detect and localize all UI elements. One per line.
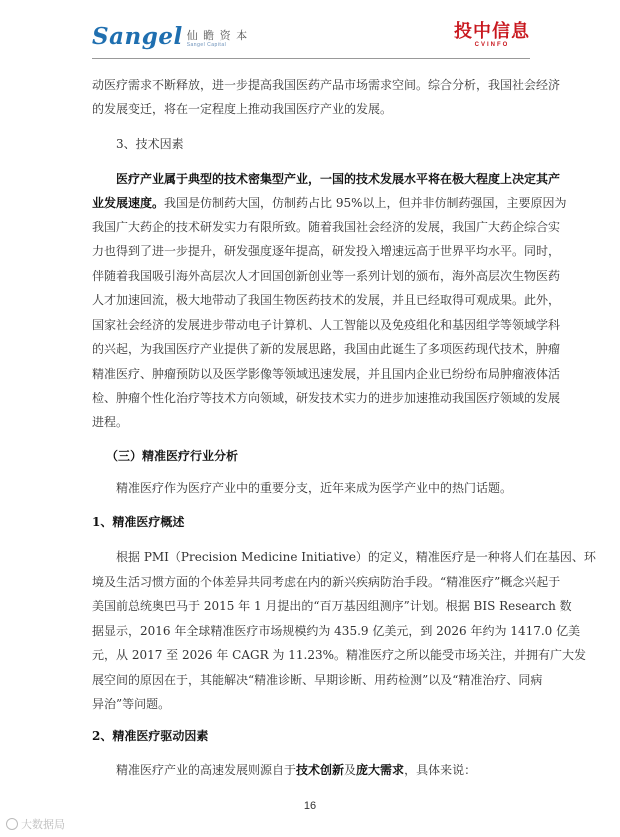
sangel-logo-cn: 仙 瞻 资 本	[186, 29, 249, 42]
paragraph-line: 展空间的原因在于，其能解决“精准诊断、早期诊断、用药检测”以及“精准治疗、同病	[92, 673, 543, 687]
section-heading: （三）精准医疗行业分析	[106, 449, 239, 463]
page-number: 16	[303, 800, 317, 812]
paragraph-line: 元，从 2017 至 2026 年 CAGR 为 11.23%。精准医疗之所以能受市场关注，并拥有广大发	[92, 648, 587, 662]
subsection-heading: 2、精准医疗驱动因素	[92, 729, 209, 743]
cvinfo-logo	[454, 22, 530, 49]
paragraph-line: 根据 PMI（Precision Medicine Initiative）的定义，精准医疗是一种将人们在基因、环	[116, 550, 596, 564]
paragraph-line: 进程。	[92, 415, 129, 429]
paragraph-line: 动医疗需求不断释放，进一步提高我国医药产品市场需求空间。综合分析，我国社会经济	[92, 78, 561, 92]
paragraph-line: 精准医疗、肿瘤预防以及医学影像等领域迅速发展，并且国内企业已纷纷布局肿瘤液体活	[92, 367, 561, 381]
paragraph-line-bold: 医疗产业属于典型的技术密集型产业，一国的技术发展水平将在极大程度上决定其产	[116, 172, 561, 186]
watermark-icon	[6, 818, 18, 830]
paragraph-line: 我国广大药企的技术研发实力有限所致。随着我国社会经济的发展，我国广大药企综合实	[92, 220, 561, 234]
paragraph-line: 据显示，2016 年全球精准医疗市场规模约为 435.9 亿美元，到 2026 年约为 1417.0 亿美	[92, 624, 581, 638]
paragraph-line: 伴随着我国吸引海外高层次人才回国创新创业等一系列计划的颁布，海外高层次生物医药	[92, 269, 561, 283]
paragraph-line: 检、肿瘤个性化治疗等技术方向领域，研发技术实力的进步加速推动我国医疗领域的发展	[92, 391, 561, 405]
header-divider	[92, 58, 530, 59]
paragraph-line: 精准医疗产业的高速发展则源自于技术创新及庞大需求，具体来说：	[116, 763, 477, 777]
page-header	[0, 0, 620, 62]
heading-tech-factors: 3、技术因素	[116, 137, 184, 151]
sangel-logo-sub: Sangel Capital	[186, 42, 227, 48]
paragraph-line: 国家社会经济的发展进步带动电子计算机、人工智能以及免疫组化和基因组学等领域学科	[92, 318, 561, 332]
paragraph-line: 美国前总统奥巴马于 2015 年 1 月提出的“百万基因组测序”计划。根据 BIS Research 数	[92, 599, 572, 613]
cvinfo-logo-cn: 投中信息	[454, 21, 530, 42]
paragraph-line: 境及生活习惯方面的个体差异共同考虑在内的新兴疾病防治手段。“精准医疗”概念兴起于	[92, 575, 561, 589]
cvinfo-logo-en: CVINFO	[474, 42, 510, 48]
paragraph-line: 的发展变迁，将在一定程度上推动我国医疗产业的发展。	[92, 102, 393, 116]
paragraph-line: 的兴起，为我国医疗产业提供了新的发展思路，我国由此诞生了多项医药现代技术，肿瘤	[92, 342, 561, 356]
watermark-text: 大数据局	[21, 818, 65, 831]
sangel-logo	[92, 23, 249, 50]
paragraph-line: 人才加速回流，极大地带动了我国生物医药技术的发展，并且已经取得可观成果。此外，	[92, 293, 561, 307]
sangel-logo-wordmark: Sangel	[92, 23, 183, 50]
subsection-heading: 1、精准医疗概述	[92, 515, 185, 529]
paragraph-line: 业发展速度。我国是仿制药大国，仿制药占比 95%以上，但并非仿制药强国，主要原因为	[92, 196, 567, 210]
paragraph-line: 异治”等问题。	[92, 697, 171, 711]
paragraph-line: 力也得到了进一步提升，研发强度逐年提高，研发投入增速远高于世界平均水平。同时，	[92, 244, 561, 258]
watermark	[6, 816, 65, 832]
paragraph-line: 精准医疗作为医疗产业中的重要分支，近年来成为医学产业中的热门话题。	[116, 481, 513, 495]
